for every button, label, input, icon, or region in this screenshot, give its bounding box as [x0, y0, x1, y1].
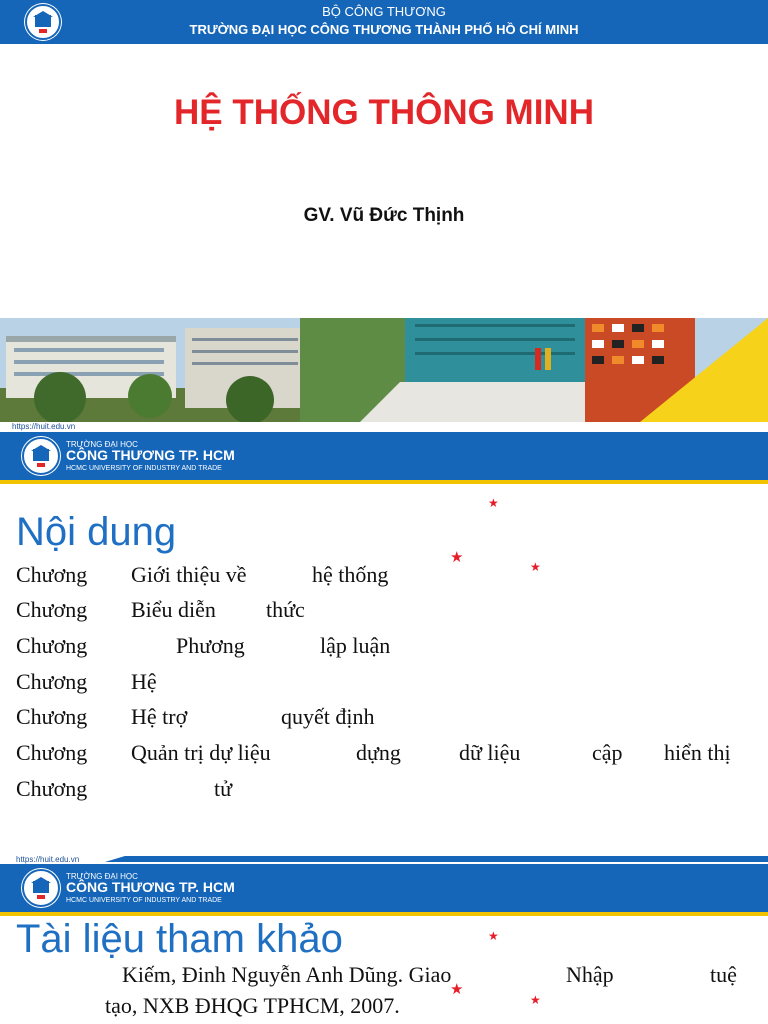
- header-english-name: HCMC UNIVERSITY OF INDUSTRY AND TRADE: [66, 897, 222, 904]
- ministry-name: BỘ CÔNG THƯƠNG: [322, 4, 446, 19]
- reference-line: tuệ: [710, 962, 737, 987]
- campus-photo: [0, 318, 768, 422]
- star-icon: ★: [488, 929, 499, 943]
- university-logo-icon: [21, 868, 61, 908]
- slide2-title: Nội dung: [16, 510, 177, 554]
- university-logo-icon: [21, 436, 61, 476]
- header-university-name: CÔNG THƯƠNG TP. HCM: [66, 879, 235, 895]
- reference-line: tạo, NXB ĐHQG TPHCM, 2007.: [105, 993, 400, 1018]
- chapter-row: Chương Hệ: [16, 669, 157, 694]
- chapter-row: Chương tử: [16, 776, 233, 801]
- university-logo-icon: [24, 3, 62, 41]
- reference-line: Nhập: [566, 962, 614, 987]
- chapter-row: Chương Quản trị dự liệu dựng dữ liệu cập hiển thị: [16, 740, 731, 765]
- header-small-text: TRƯỜNG ĐẠI HỌC: [66, 440, 138, 449]
- header-english-name: HCMC UNIVERSITY OF INDUSTRY AND TRADE: [66, 465, 222, 472]
- university-name: TRƯỜNG ĐẠI HỌC CÔNG THƯƠNG THÀNH PHỐ HỒ CHÍ MINH: [189, 22, 579, 37]
- header-small-text: TRƯỜNG ĐẠI HỌC: [66, 872, 138, 881]
- website-url: https://huit.edu.vn: [12, 422, 76, 431]
- header-separator: [0, 480, 768, 484]
- header-university-name: CÔNG THƯƠNG TP. HCM: [66, 447, 235, 463]
- chapter-row: Chương Biểu diễn thức: [16, 597, 305, 622]
- header-separator: [0, 912, 768, 916]
- author-name: GV. Vũ Đức Thịnh: [303, 205, 465, 226]
- star-icon: ★: [488, 496, 499, 510]
- website-url: https://huit.edu.vn: [16, 855, 80, 864]
- star-icon: ★: [450, 981, 464, 998]
- chapter-row: Chương Hệ trợ quyết định: [16, 704, 375, 729]
- star-icon: ★: [530, 560, 541, 574]
- slide3-title: Tài liệu tham khảo: [16, 917, 343, 961]
- footer-accent-bar: [105, 856, 768, 862]
- reference-line: Kiếm, Đinh Nguyễn Anh Dũng. Giao: [122, 962, 452, 987]
- star-icon: ★: [530, 993, 541, 1007]
- chapter-row: Chương Giới thiệu về hệ thống: [16, 562, 389, 587]
- chapter-row: Chương Phương lập luận: [16, 633, 391, 658]
- star-icon: ★: [450, 549, 464, 566]
- slide-title: HỆ THỐNG THÔNG MINH: [174, 93, 594, 132]
